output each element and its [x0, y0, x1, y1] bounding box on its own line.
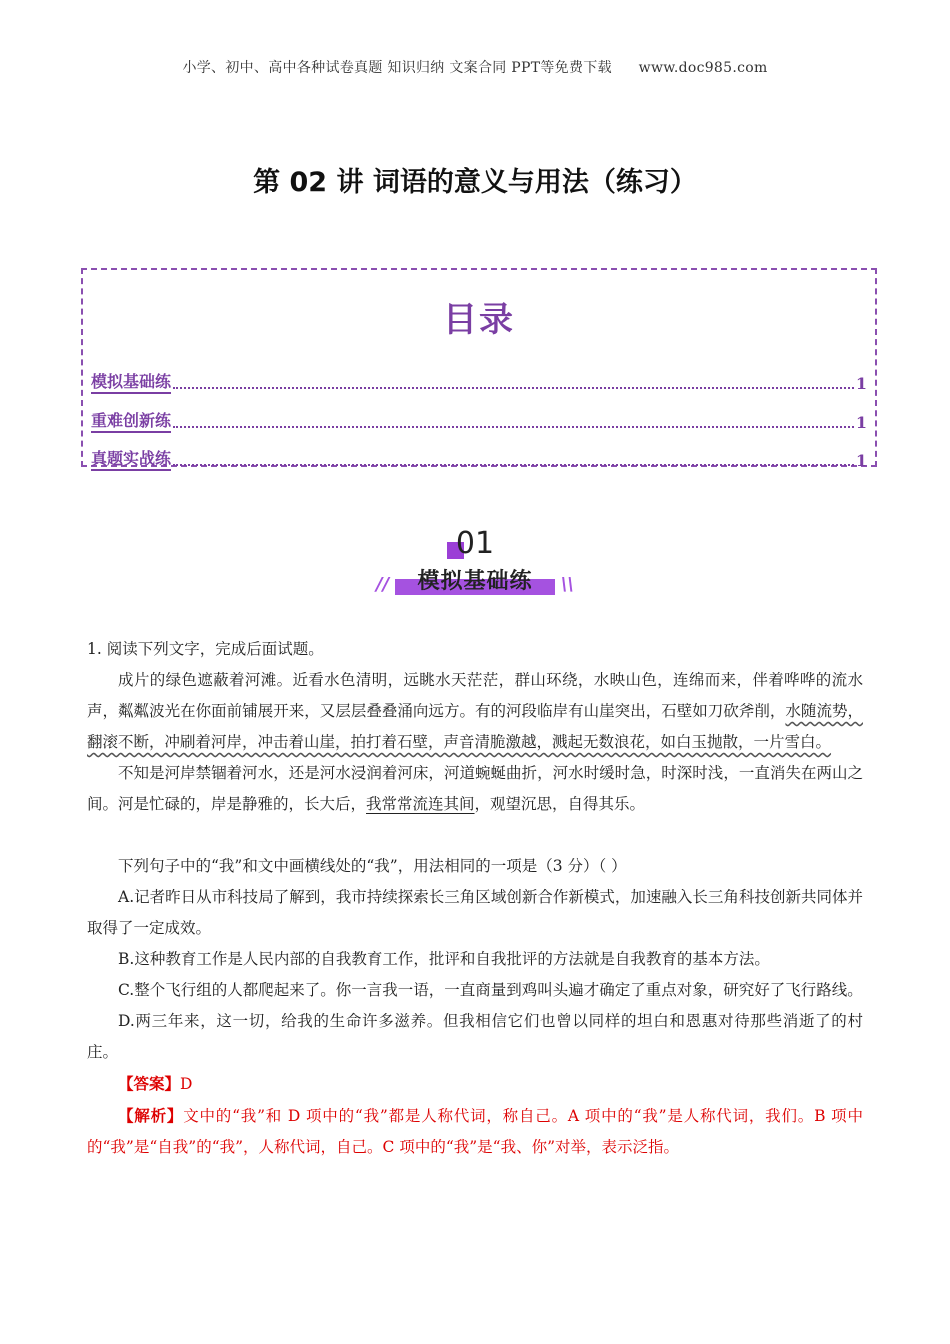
- option-c: C.整个飞行组的人都爬起来了。你一言我一语，一直商量到鸡叫头遍才确定了重点对象，研究好了飞行路线。: [118, 981, 863, 999]
- passage-wavy-underlined: 水随流势，翻滚不断，冲刷着河岸，冲击着山崖，拍打着石壁，声音清脆激越，溅起无数浪花，如白玉抛散，一片雪白。: [87, 702, 863, 751]
- toc-item-page: 1: [855, 374, 867, 393]
- analysis-tag: 【解析】: [118, 1106, 184, 1125]
- passage-text: ，观望沉思，自得其乐。: [474, 795, 646, 813]
- header-url[interactable]: www.doc985.com: [638, 60, 768, 76]
- slash-decoration-right: \\: [560, 574, 574, 595]
- toc-item-label[interactable]: 模拟基础练: [91, 372, 171, 394]
- toc-leader: [173, 387, 854, 389]
- answer-line: [87, 1068, 863, 1100]
- toc-item[interactable]: [91, 368, 867, 394]
- toc-title: 目录: [443, 300, 515, 340]
- question-intro: 1. 阅读下列文字，完成后面试题。: [87, 640, 324, 658]
- section-number: 01: [455, 526, 495, 561]
- option-a: A.记者昨日从市科技局了解到，我市持续探索长三角区域创新合作新模式，加速融入长三角科技创新共同体并取得了一定成效。: [87, 888, 863, 937]
- toc-item[interactable]: [91, 407, 867, 433]
- passage-text: 不知是河岸禁锢着河水，还是河水浸润着河床，河道蜿蜒曲折，河水时缓时急，时深时浅，一直消失在两山之间。河是忙碌的，岸是静雅的，长大后，: [87, 764, 863, 813]
- answer-value: D: [180, 1075, 193, 1093]
- section-badge: [370, 522, 580, 604]
- question-stem: 下列句子中的“我”和文中画横线处的“我”，用法相同的一项是（3 分）（ ）: [118, 857, 627, 875]
- section-label: 模拟基础练: [417, 569, 533, 594]
- option-d: D.两三年来，这一切，给我的生命许多滋养。但我相信它们也曾以同样的坦白和恩惠对待那些消逝了的村庄。: [87, 1012, 863, 1061]
- header-text: 小学、初中、高中各种试卷真题 知识归纳 文案合同 PPT等免费下载: [182, 60, 612, 76]
- passage-paragraph-2: [87, 758, 863, 820]
- passage-underlined-phrase: 我常常流连其间: [366, 795, 475, 813]
- toc-item[interactable]: [91, 445, 867, 471]
- slash-decoration-left: //: [376, 574, 390, 595]
- page-title: 第 02 讲 词语的意义与用法（练习）: [253, 167, 697, 198]
- table-of-contents: [81, 268, 877, 470]
- question-block: [87, 634, 863, 1163]
- passage-text: 成片的绿色遮蔽着河滩。近看水色清明，远眺水天茫茫，群山环绕，水映山色，连绵而来，伴着哗哗的流水声，粼粼波光在你面前铺展开来，又层层叠叠涌向远方。有的河段临岸有山崖突出，石壁如刀砍斧削，: [87, 671, 863, 720]
- answer-tag: 【答案】: [118, 1074, 181, 1093]
- toc-leader: [173, 464, 854, 466]
- analysis-line: [87, 1100, 863, 1163]
- page-header: [0, 57, 950, 77]
- toc-item-page: 1: [855, 413, 867, 432]
- passage-paragraph-1: [87, 665, 863, 758]
- analysis-text: 文中的“我”和 D 项中的“我”都是人称代词，称自己。A 项中的“我”是人称代词，我们。B 项中的“我”是“自我”的“我”，人称代词，自己。C 项中的“我”是“我、你”对举，表示泛指。: [87, 1107, 863, 1156]
- toc-item-label[interactable]: 真题实战练: [91, 449, 171, 471]
- toc-leader: [173, 426, 854, 428]
- toc-item-label[interactable]: 重难创新练: [91, 411, 171, 433]
- option-b: B.这种教育工作是人民内部的自我教育工作，批评和自我批评的方法就是自我教育的基本方法。: [118, 950, 770, 968]
- toc-item-page: 1: [855, 451, 867, 470]
